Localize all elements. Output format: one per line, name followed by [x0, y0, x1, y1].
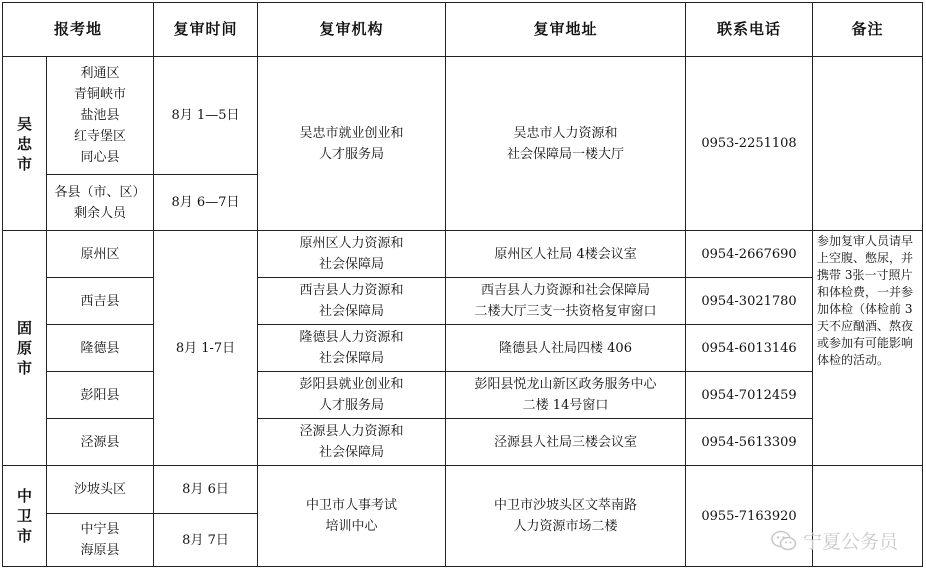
table-row	[3, 231, 923, 278]
header-row	[3, 3, 923, 57]
address-pengyang: 彭阳县悦龙山新区政务服务中心 二楼 14号窗口	[446, 372, 686, 419]
table-row	[3, 466, 923, 514]
date-wuzhong-1: 8月 1—5日	[154, 57, 258, 175]
table-row	[3, 325, 923, 372]
area-shapotou: 沙坡头区	[47, 466, 154, 514]
date-wuzhong-2: 8月 6—7日	[154, 175, 258, 231]
area-yuanzhou: 原州区	[47, 231, 154, 278]
address-wuzhong: 吴忠市人力资源和 社会保障局一楼大厅	[446, 57, 686, 231]
area-pengyang: 彭阳县	[47, 372, 154, 419]
address-zhongwei: 中卫市沙坡头区文萃南路 人力资源市场二楼	[446, 466, 686, 567]
date-zhongwei-2: 8月 7日	[154, 514, 258, 567]
header-note: 备注	[813, 3, 923, 57]
area-list-wuzhong-1: 利通区 青铜峡市 盐池县 红寺堡区 同心县	[47, 57, 154, 175]
address-longde: 隆德县人社局四楼 406	[446, 325, 686, 372]
phone-wuzhong: 0953-2251108	[686, 57, 813, 231]
area-zhongning-haiyuan: 中宁县 海原县	[47, 514, 154, 567]
address-jingyuan: 泾源县人社局三楼会议室	[446, 419, 686, 466]
table-row	[3, 57, 923, 175]
header-org: 复审机构	[258, 3, 446, 57]
note-empty	[813, 57, 923, 231]
header-region: 报考地	[3, 3, 154, 57]
city-wuzhong: 吴 忠 市	[3, 57, 47, 231]
city-guyuan: 固 原 市	[3, 231, 47, 466]
org-zhongwei: 中卫市人事考试 培训中心	[258, 466, 446, 567]
phone-longde: 0954-6013146	[686, 325, 813, 372]
phone-pengyang: 0954-7012459	[686, 372, 813, 419]
table-row	[3, 372, 923, 419]
header-date: 复审时间	[154, 3, 258, 57]
phone-jingyuan: 0954-5613309	[686, 419, 813, 466]
city-zhongwei: 中 卫 市	[3, 466, 47, 567]
org-pengyang: 彭阳县就业创业和 人才服务局	[258, 372, 446, 419]
date-zhongwei-1: 8月 6日	[154, 466, 258, 514]
org-longde: 隆德县人力资源和 社会保障局	[258, 325, 446, 372]
note-text: 参加复审人员请早上空腹、憋尿，并携带 3张一寸照片和体检费，一并参加体检（体检前 3天不应酗酒、熬夜或参加有可能影响体检的活动。	[813, 231, 923, 466]
org-jingyuan: 泾源县人力资源和 社会保障局	[258, 419, 446, 466]
phone-xiji: 0954-3021780	[686, 278, 813, 325]
watermark	[771, 527, 898, 554]
table-row	[3, 419, 923, 466]
watermark-text: 宁夏公务员	[802, 531, 898, 553]
table-row	[3, 278, 923, 325]
wechat-icon	[771, 530, 797, 552]
phone-yuanzhou: 0954-2667690	[686, 231, 813, 278]
header-phone: 联系电话	[686, 3, 813, 57]
header-address: 复审地址	[446, 3, 686, 57]
date-guyuan: 8月 1-7日	[154, 231, 258, 466]
review-schedule-table	[2, 2, 923, 567]
area-jingyuan: 泾源县	[47, 419, 154, 466]
area-xiji: 西吉县	[47, 278, 154, 325]
address-xiji: 西吉县人力资源和社会保障局 二楼大厅三支一扶资格复审窗口	[446, 278, 686, 325]
area-longde: 隆德县	[47, 325, 154, 372]
area-list-wuzhong-2: 各县（市、区） 剩余人员	[47, 175, 154, 231]
org-wuzhong: 吴忠市就业创业和 人才服务局	[258, 57, 446, 231]
org-yuanzhou: 原州区人力资源和 社会保障局	[258, 231, 446, 278]
org-xiji: 西吉县人力资源和 社会保障局	[258, 278, 446, 325]
phone-zhongwei: 0955-7163920	[686, 466, 813, 567]
address-yuanzhou: 原州区人社局 4楼会议室	[446, 231, 686, 278]
